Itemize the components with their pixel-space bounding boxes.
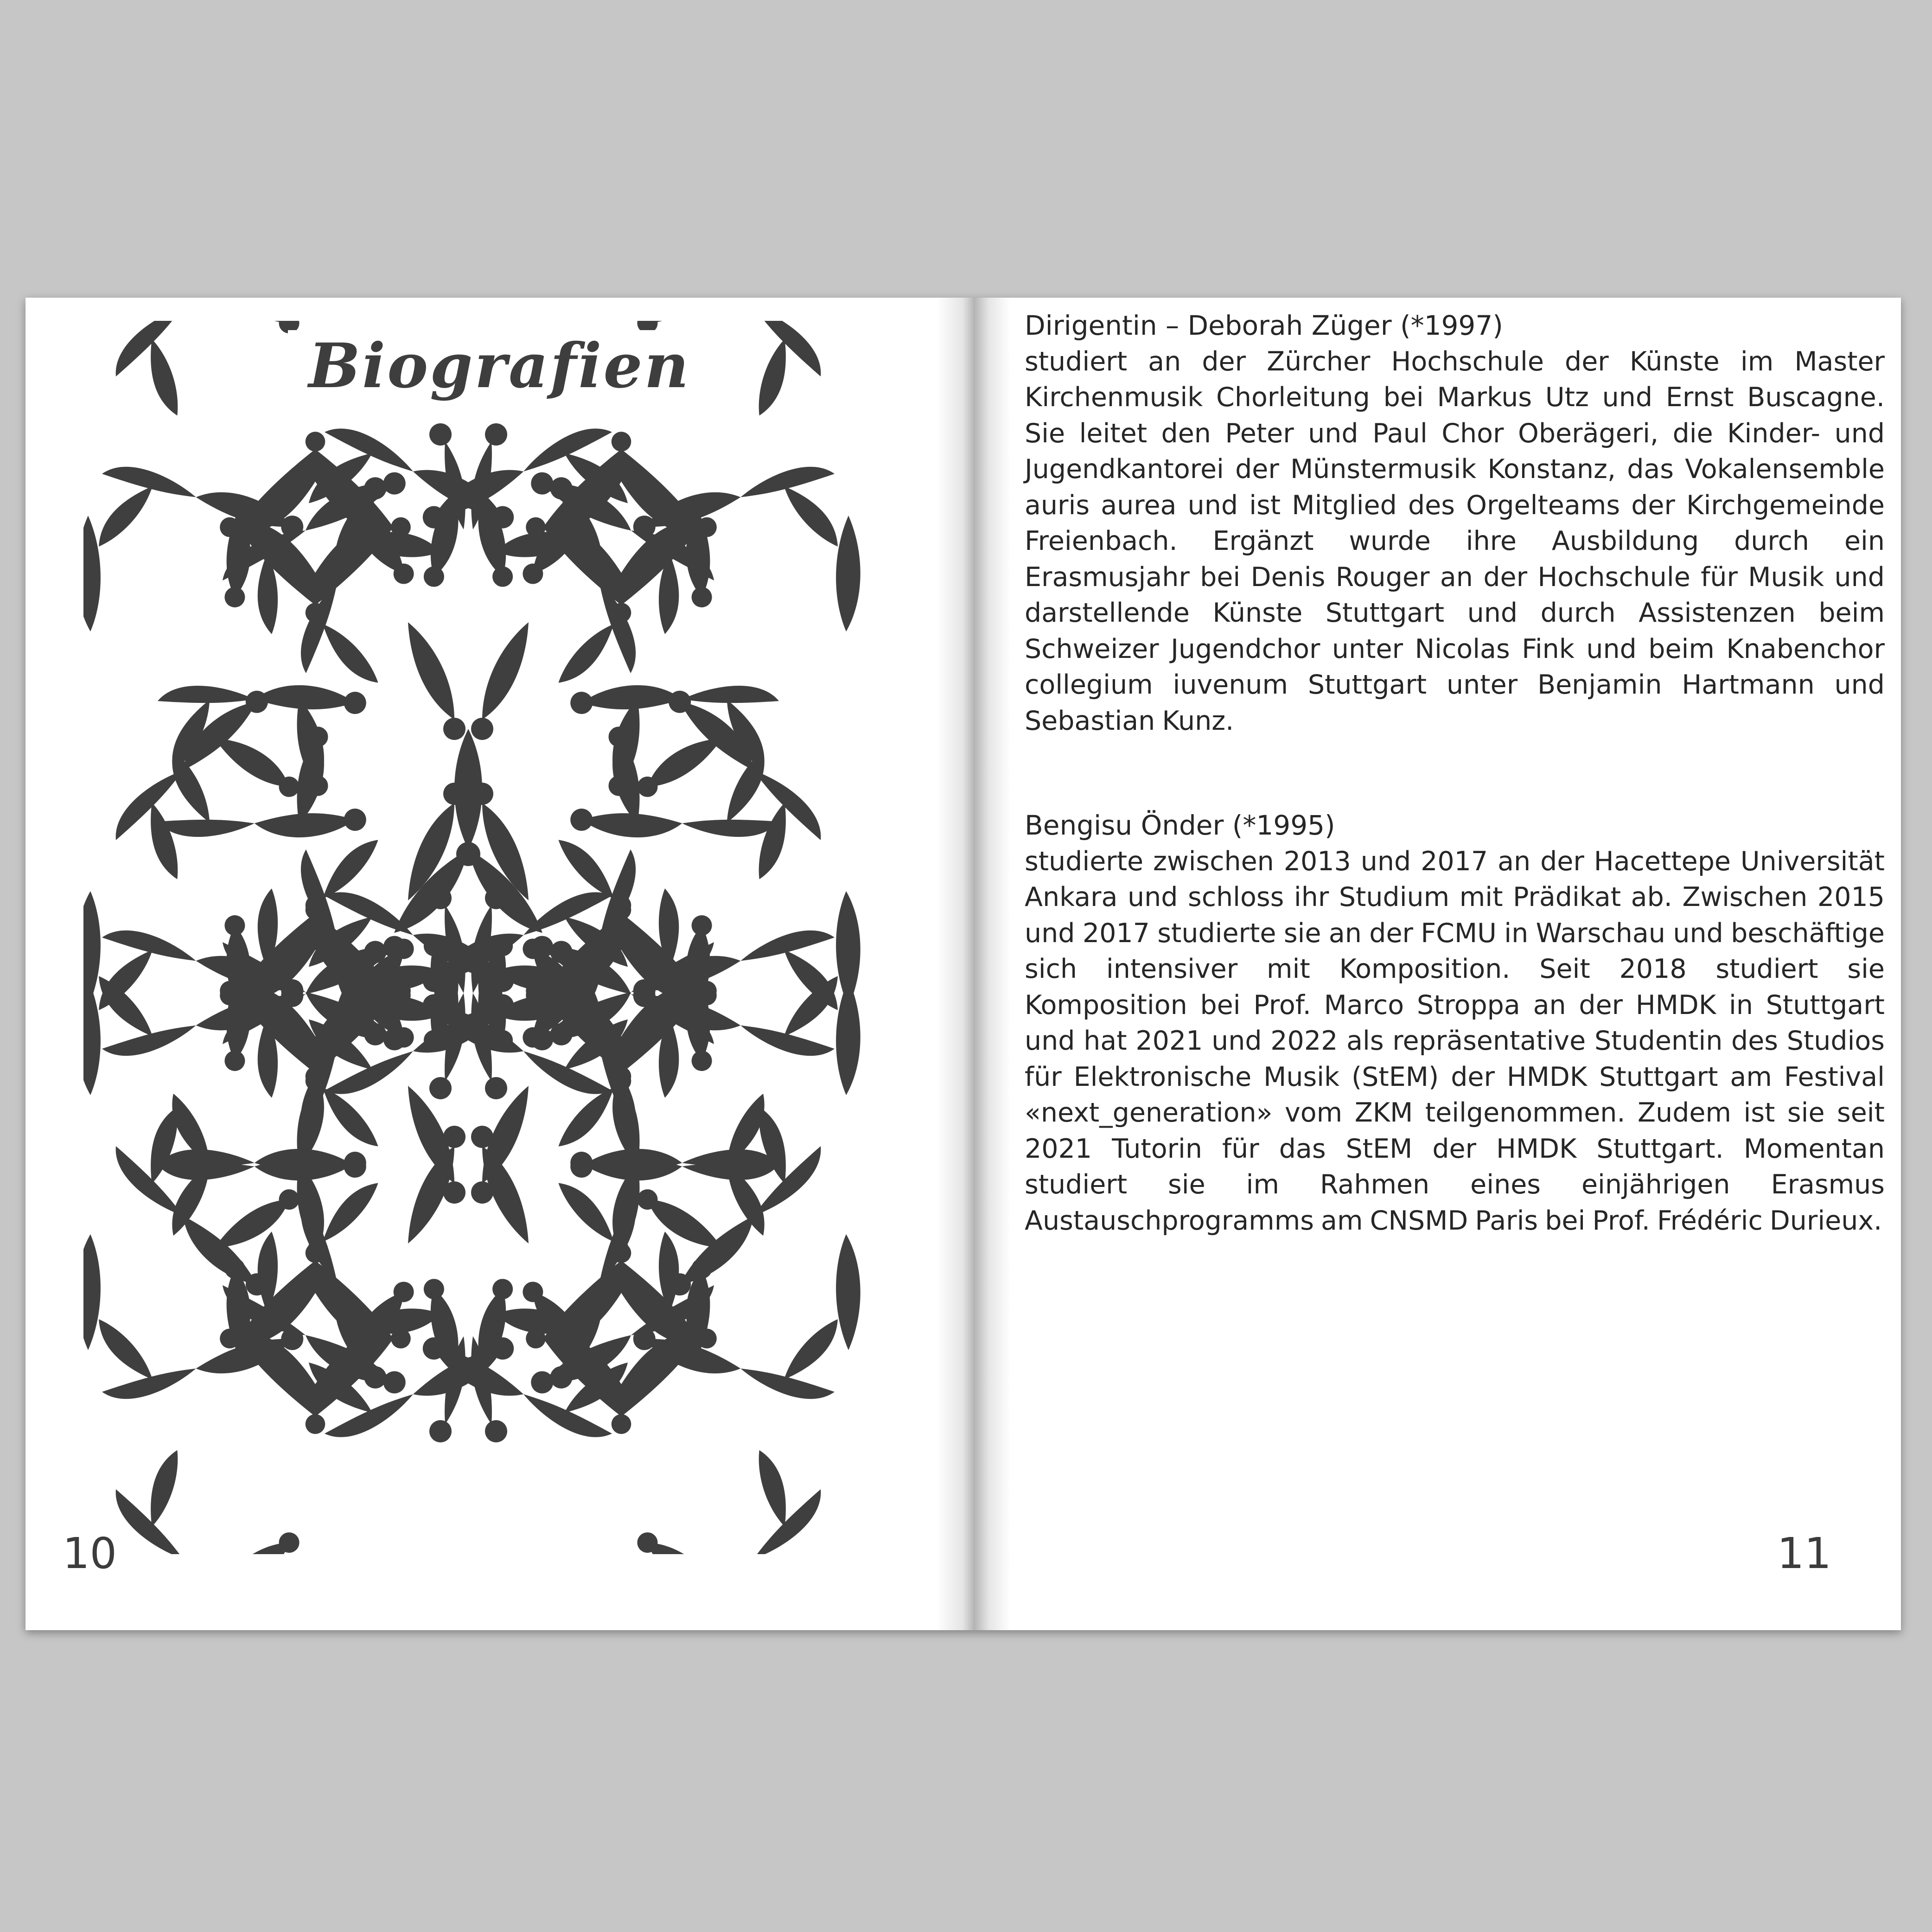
bio-name: Dirigentin – Deborah Züger (*1997) <box>1025 310 1503 341</box>
bio-name: Bengisu Önder (*1995) <box>1025 810 1335 841</box>
gutter-shadow-left <box>937 298 974 1630</box>
biography-deborah-zueger <box>1025 308 1885 739</box>
gutter-shadow-right <box>974 298 1011 1630</box>
biography-bengisu-oender <box>1025 808 1885 1239</box>
bio-text: studiert an der Zürcher Hochschule der Künste im Master Kirchenmusik Chorleitung bei Markus Utz und Ernst Buscagne. Sie leitet den Peter und Paul Chor Oberägeri, die Kinder- und Jugendkantorei der Münstermusik Konstanz, das Vokalensemble auris aurea und ist Mitglied des Orgelteams der Kirchgemeinde Freienbach. Ergänzt wurde ihre Ausbildung durch ein Erasmusjahr bei Denis Rouger an der Hochschule für Musik und darstellende Künste Stuttgart und durch Assistenzen beim Schweizer Jugendchor unter Nicolas Fink und beim Knabenchor collegium iuvenum Stuttgart unter Benjamin Hartmann und Sebastian Kunz. <box>1025 346 1885 736</box>
right-page <box>974 298 1901 1630</box>
page-heading <box>26 330 974 402</box>
page-number-left: 10 <box>63 1529 117 1578</box>
page-heading-text: Biografien <box>288 330 711 402</box>
ornament-pattern <box>83 321 962 1554</box>
bio-text: studierte zwischen 2013 und 2017 an der Hacettepe Universität Ankara und schloss ihr Studium mit Prädikat ab. Zwischen 2015 und 2017 studierte sie an der FCMU in Warschau und beschäftige sich intensiver mit Komposition. Seit 2018 studiert sie Komposition bei Prof. Marco Stroppa an der HMDK in Stuttgart und hat 2021 und 2022 als repräsentative Studentin des Studios für Elektronische Musik (StEM) der HMDK Stuttgart am Festival «next_generation» vom ZKM teilgenommen. Zudem ist sie seit 2021 Tutorin für das StEM der HMDK Stuttgart. Momentan studiert sie im Rahmen eines einjährigen Erasmus Austauschprogramms am CNSMD Paris bei Prof. Frédéric Durieux. <box>1025 846 1885 1236</box>
booklet-spread <box>26 298 1901 1630</box>
left-page <box>26 298 974 1630</box>
page-number-right: 11 <box>1777 1529 1831 1578</box>
